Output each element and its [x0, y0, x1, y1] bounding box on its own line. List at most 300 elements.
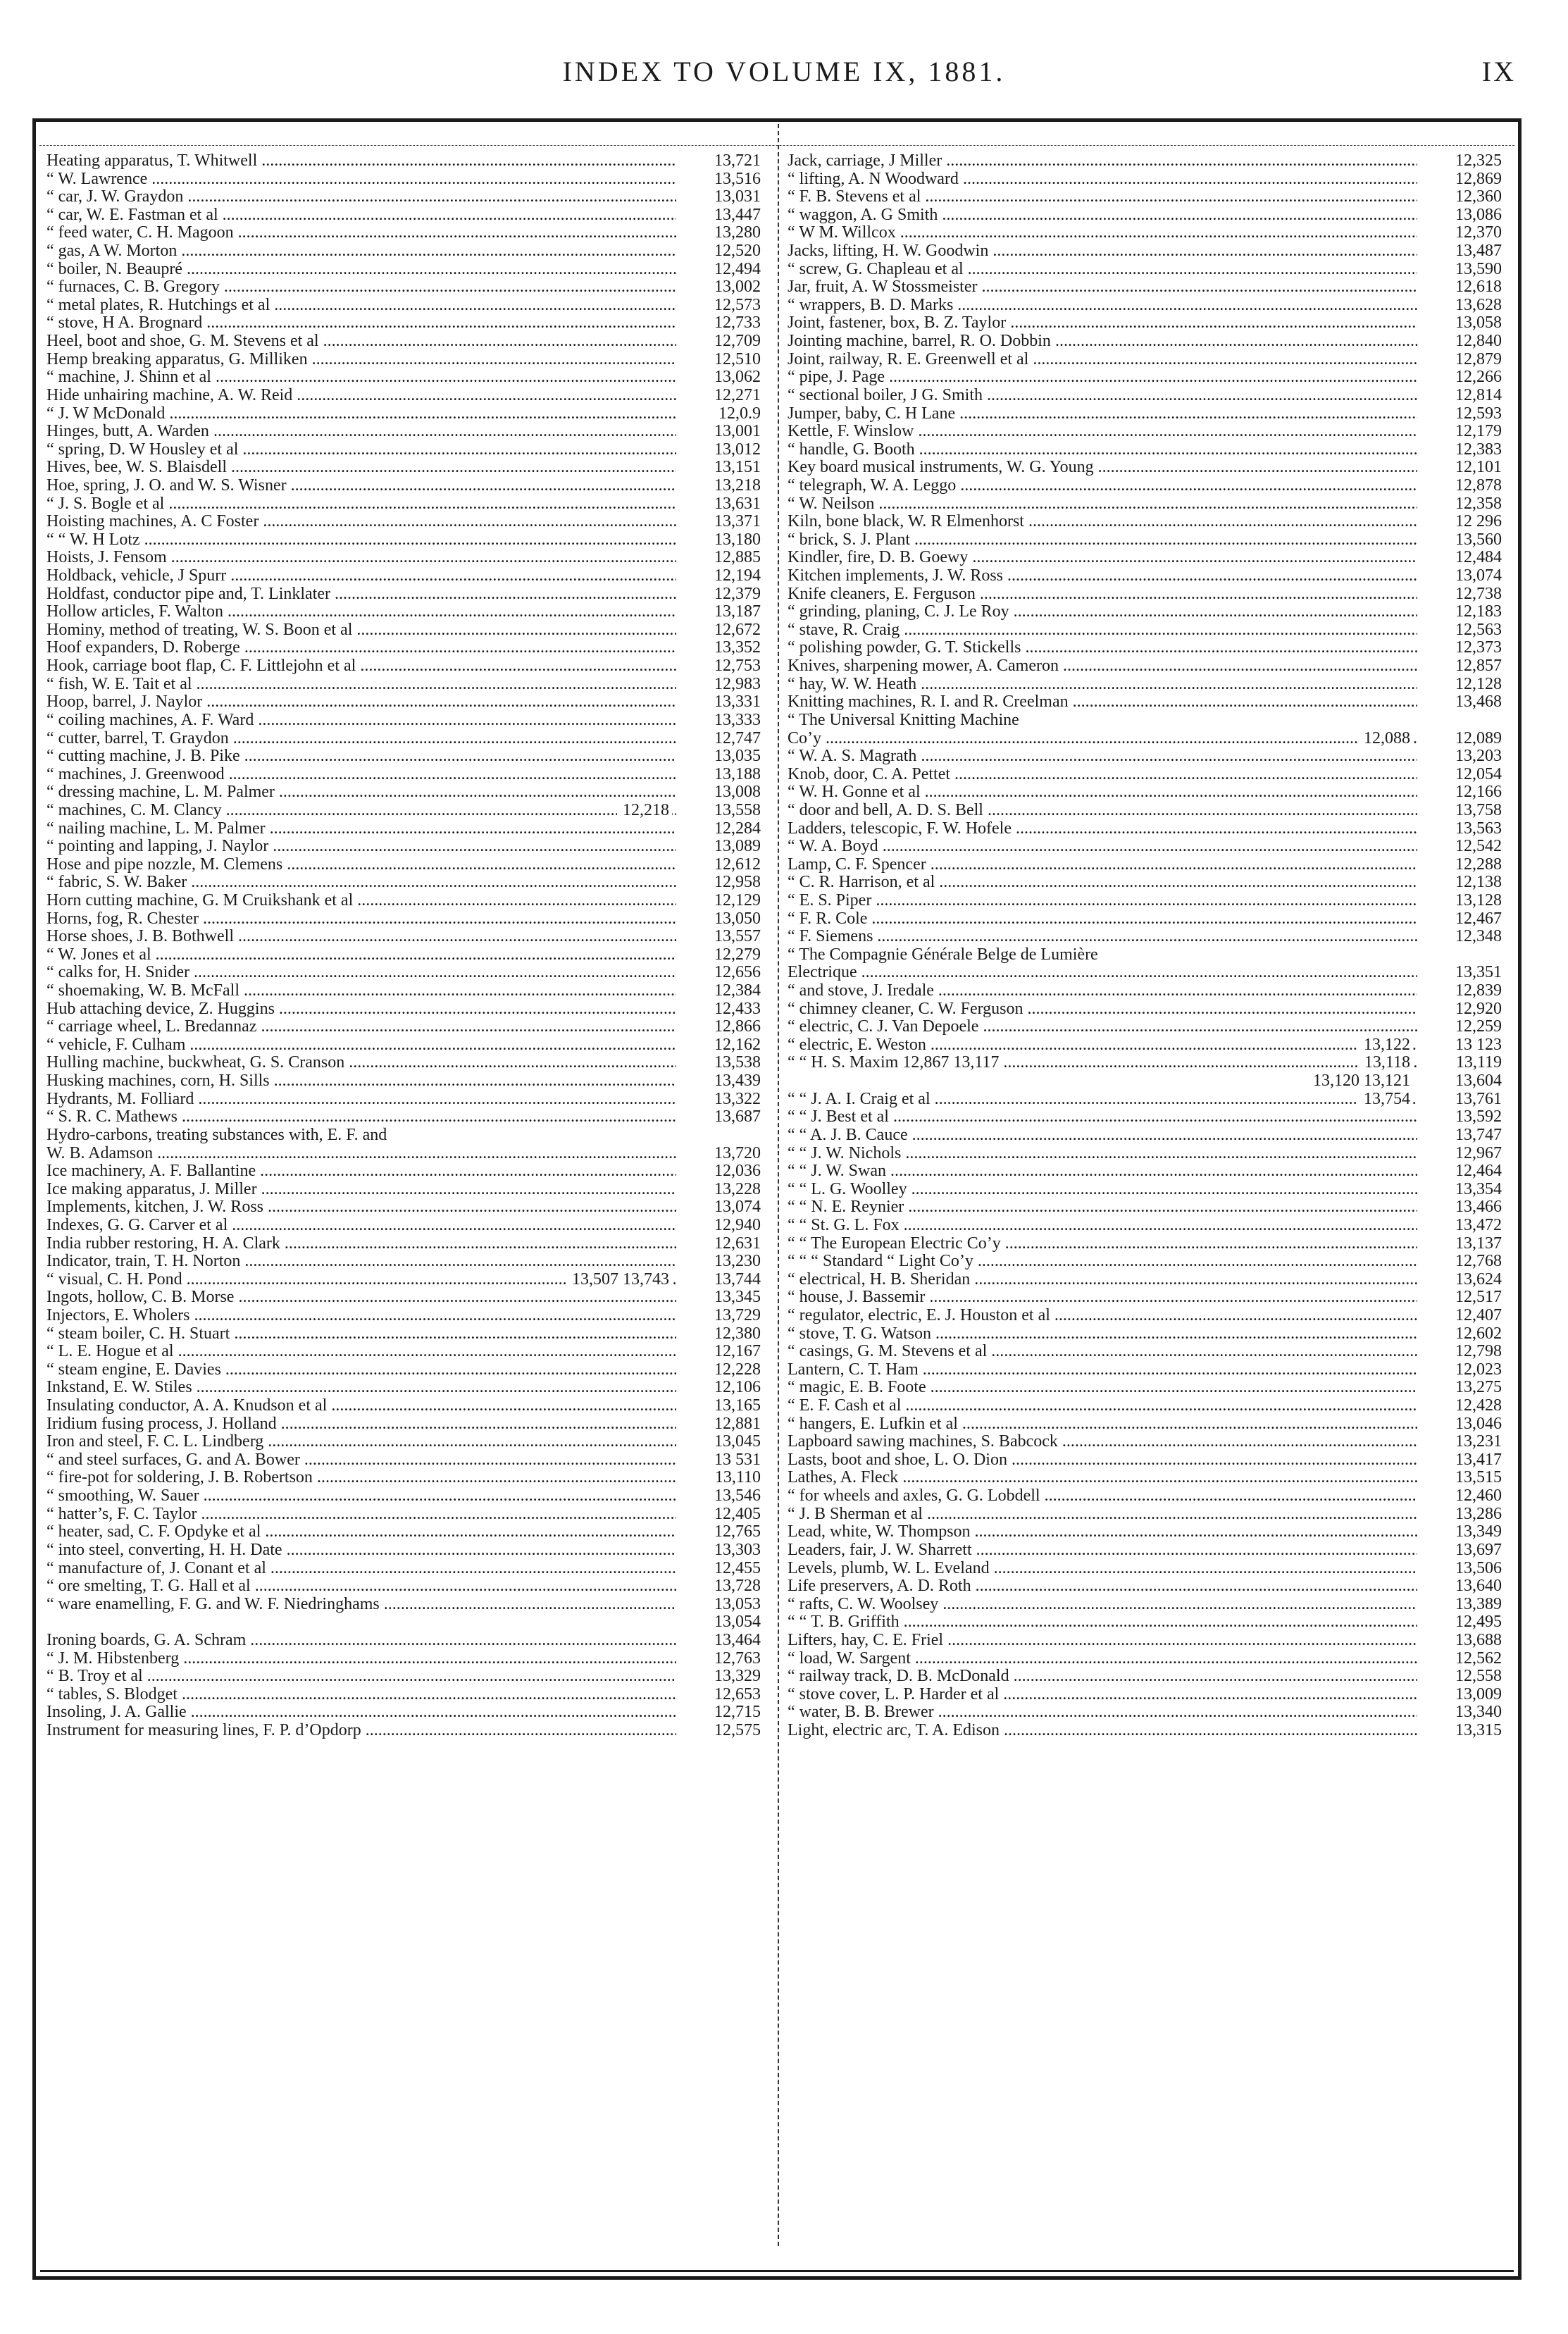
entry-label: “ sectional boiler, J G. Smith .....: [788, 387, 1417, 405]
index-entry: [788, 1650, 1502, 1668]
entry-patent-number: 12,023: [1417, 1361, 1502, 1379]
index-entry: [788, 495, 1502, 514]
entry-patent-number: 12,879: [1417, 351, 1502, 369]
entry-label: “ ware enamelling, F. G. and W. F. Niedringhams .....: [46, 1596, 676, 1614]
index-entry: [46, 1054, 761, 1072]
index-entry: [788, 712, 1502, 730]
entry-patent-number: 12,494: [676, 261, 761, 279]
index-entry: [788, 1325, 1502, 1343]
index-entry: [788, 549, 1502, 567]
entry-label: Key board musical instruments, W. G. Young .....: [788, 459, 1417, 477]
index-entry: [788, 405, 1502, 423]
entry-label: “ load, W. Sargent .....: [788, 1650, 1417, 1668]
index-entry: [788, 441, 1502, 459]
entry-label: Joint, railway, R. E. Greenwell et al .....: [788, 351, 1417, 369]
index-entry: [46, 603, 761, 621]
entry-label: Hydro-carbons, treating substances with, E. F. and: [46, 1126, 387, 1144]
entry-label: “ pipe, J. Page .....: [788, 368, 1417, 387]
entry-label: “ gas, A W. Morton .....: [46, 242, 676, 261]
entry-patent-number: 13,187: [676, 603, 761, 621]
entry-patent-number: 13,303: [676, 1541, 761, 1560]
entry-patent-number: 12,455: [676, 1560, 761, 1578]
index-entry: [46, 1433, 761, 1451]
entry-extra-number: 13,120 13,121: [1307, 1072, 1413, 1091]
index-entry: [46, 278, 761, 297]
entry-patent-number: 12,384: [676, 982, 761, 1000]
index-entry: [788, 892, 1502, 910]
entry-label: “ “ “ Standard “ Light Co’y .....: [788, 1253, 1417, 1271]
entry-label: “ coiling machines, A. F. Ward .....: [46, 712, 676, 730]
entry-patent-number: 13,345: [676, 1289, 761, 1307]
entry-label: “ W. Lawrence .....: [46, 170, 676, 189]
index-entry: [46, 1307, 761, 1325]
entry-label: “ car, J. W. Graydon .....: [46, 188, 676, 206]
entry-label: Implements, kitchen, J. W. Ross .....: [46, 1198, 676, 1217]
index-entry: [46, 1506, 761, 1524]
index-entry: [788, 314, 1502, 333]
entry-label: Hoe, spring, J. O. and W. S. Wisner .....: [46, 477, 676, 495]
entry-patent-number: 12,405: [676, 1506, 761, 1524]
index-entry: [788, 1108, 1502, 1126]
index-entry: [46, 1361, 761, 1379]
index-entry: [788, 766, 1502, 784]
index-entry: [788, 188, 1502, 206]
entry-label: Lathes, A. Fleck .....: [788, 1469, 1417, 1487]
entry-label: “ cutting machine, J. B. Pike .....: [46, 747, 676, 766]
index-entry: [788, 1054, 1502, 1072]
index-entry: [46, 1145, 761, 1163]
entry-label: “ nailing machine, L. M. Palmer .....: [46, 820, 676, 838]
entry-label: Knives, sharpening mower, A. Cameron .....: [788, 657, 1417, 676]
index-entry: [46, 459, 761, 477]
index-entry: [46, 477, 761, 495]
entry-patent-number: 12,383: [1417, 441, 1502, 459]
entry-patent-number: 12,428: [1417, 1397, 1502, 1415]
index-entry: [788, 1198, 1502, 1217]
entry-patent-number: 13,228: [676, 1181, 761, 1199]
entry-patent-number: 13,128: [1417, 892, 1502, 910]
entry-label: “ W. Neilson .....: [788, 495, 1417, 514]
entry-label: Hollow articles, F. Walton .....: [46, 603, 676, 621]
entry-patent-number: 13,340: [1417, 1703, 1502, 1722]
entry-label: Lapboard sawing machines, S. Babcock .....: [788, 1433, 1417, 1451]
index-entry: [46, 333, 761, 351]
entry-label: Kindler, fire, D. B. Goewy .....: [788, 549, 1417, 567]
entry-patent-number: 13,466: [1417, 1198, 1502, 1217]
entry-extra-number: 12,218: [617, 802, 672, 820]
entry-patent-number: 13,747: [1417, 1126, 1502, 1145]
index-entry: [46, 513, 761, 531]
entry-label: “ casings, G. M. Stevens et al .....: [788, 1343, 1417, 1361]
index-entry: [788, 351, 1502, 369]
entry-patent-number: 13,137: [1417, 1235, 1502, 1253]
entry-label: “ telegraph, W. A. Leggo .....: [788, 477, 1417, 495]
entry-patent-number: 12,101: [1417, 459, 1502, 477]
entry-label: Co’y .....: [788, 730, 1417, 748]
entry-label: “ W M. Willcox .....: [788, 224, 1417, 242]
index-entry: [46, 297, 761, 315]
index-entry: [46, 1000, 761, 1019]
entry-patent-number: 12,183: [1417, 603, 1502, 621]
index-entry: [46, 1632, 761, 1650]
entry-patent-number: 12,869: [1417, 170, 1502, 189]
index-entry: [46, 1397, 761, 1415]
entry-patent-number: 13,329: [676, 1668, 761, 1686]
entry-patent-number: 12,517: [1417, 1289, 1502, 1307]
index-entry: [788, 278, 1502, 297]
index-entry: [788, 1361, 1502, 1379]
index-entry: [788, 946, 1502, 964]
entry-patent-number: 12,036: [676, 1162, 761, 1181]
index-entry: [788, 730, 1502, 748]
entry-label: Iridium fusing process, J. Holland .....: [46, 1415, 676, 1434]
running-title: INDEX TO VOLUME IX, 1881.: [562, 56, 1006, 87]
entry-patent-number: 12,360: [1417, 188, 1502, 206]
entry-label: “ water, B. B. Brewer .....: [788, 1703, 1417, 1722]
index-entry: [46, 693, 761, 712]
entry-label: “ W. Jones et al .....: [46, 946, 676, 964]
entry-patent-number: 13,557: [676, 928, 761, 946]
entry-label: “ rafts, C. W. Woolsey .....: [788, 1596, 1417, 1614]
entry-extra-number: 13,122: [1358, 1036, 1413, 1055]
entry-label: “ pointing and lapping, J. Naylor .....: [46, 838, 676, 856]
index-entry: [46, 495, 761, 514]
entry-patent-number: 12,271: [676, 387, 761, 405]
entry-patent-number: 12,464: [1417, 1162, 1502, 1181]
entry-patent-number: 13,389: [1417, 1596, 1502, 1614]
index-entry: [788, 1397, 1502, 1415]
entry-patent-number: 12,106: [676, 1379, 761, 1397]
entry-label: “ “ W. H Lotz .....: [46, 531, 676, 550]
index-entry: [788, 333, 1502, 351]
entry-patent-number: 12 296: [1417, 513, 1502, 531]
index-entry: [788, 928, 1502, 946]
entry-label: Hinges, butt, A. Warden .....: [46, 423, 676, 441]
entry-patent-number: 12,542: [1417, 838, 1502, 856]
entry-patent-number: 13,315: [1417, 1722, 1502, 1740]
entry-patent-number: 12,763: [676, 1650, 761, 1668]
index-entry: [46, 531, 761, 550]
index-entry: [46, 1018, 761, 1036]
entry-patent-number: 13,516: [676, 170, 761, 189]
entry-label: Hoof expanders, D. Roberge .....: [46, 639, 676, 657]
entry-patent-number: 13,031: [676, 188, 761, 206]
entry-patent-number: 13,721: [676, 152, 761, 170]
entry-label: Lantern, C. T. Ham .....: [788, 1361, 1417, 1379]
entry-label: “ F. R. Cole .....: [788, 910, 1417, 929]
entry-patent-number: 12,495: [1417, 1613, 1502, 1632]
index-entry: [46, 206, 761, 225]
index-entry: [46, 1577, 761, 1596]
entry-patent-number: 12,940: [676, 1217, 761, 1235]
entry-label: “ J. S. Bogle et al .....: [46, 495, 676, 514]
entry-patent-number: 13,729: [676, 1307, 761, 1325]
entry-patent-number: 12,878: [1417, 477, 1502, 495]
entry-patent-number: 12,747: [676, 730, 761, 748]
index-entry: [46, 314, 761, 333]
entry-patent-number: 13,074: [676, 1198, 761, 1217]
entry-label: “ grinding, planing, C. J. Le Roy .....: [788, 603, 1417, 621]
index-entry: [46, 802, 761, 820]
entry-patent-number: 13,151: [676, 459, 761, 477]
index-entry: [788, 531, 1502, 550]
entry-label: “ steam engine, E. Davies .....: [46, 1361, 676, 1379]
entry-patent-number: 13,688: [1417, 1632, 1502, 1650]
entry-patent-number: 12,885: [676, 549, 761, 567]
entry-label: “ J. M. Hibstenberg .....: [46, 1650, 676, 1668]
entry-patent-number: 12,407: [1417, 1307, 1502, 1325]
entry-patent-number: 12,709: [676, 333, 761, 351]
index-entry: [788, 856, 1502, 874]
index-entry: [46, 1235, 761, 1253]
entry-patent-number: 12,715: [676, 1703, 761, 1722]
index-entry: [788, 1072, 1502, 1091]
index-entry: [788, 1451, 1502, 1470]
entry-label: “ manufacture of, J. Conant et al .....: [46, 1560, 676, 1578]
entry-label: Jacks, lifting, H. W. Goodwin .....: [788, 242, 1417, 261]
index-entry: [788, 1018, 1502, 1036]
entry-patent-number: 12,054: [1417, 766, 1502, 784]
entry-patent-number: 12,738: [1417, 585, 1502, 604]
entry-label: “ “ J. W. Swan .....: [788, 1162, 1417, 1181]
index-entry: [46, 368, 761, 387]
entry-label: Jointing machine, barrel, R. O. Dobbin .....: [788, 333, 1417, 351]
entry-patent-number: 13,560: [1417, 531, 1502, 550]
entry-label: “ E. F. Cash et al .....: [788, 1397, 1417, 1415]
entry-patent-number: 12,840: [1417, 333, 1502, 351]
entry-label: Husking machines, corn, H. Sills .....: [46, 1072, 676, 1091]
entry-patent-number: 13,165: [676, 1397, 761, 1415]
entry-label: “ handle, G. Booth .....: [788, 441, 1417, 459]
entry-label: Holdfast, conductor pipe and, T. Linklater .....: [46, 585, 676, 604]
entry-patent-number: 12,166: [1417, 783, 1502, 802]
index-entry: [46, 982, 761, 1000]
index-entry: [46, 1271, 761, 1289]
entry-label: Heel, boot and shoe, G. M. Stevens et al .....: [46, 333, 676, 351]
entry-label: India rubber restoring, H. A. Clark .....: [46, 1235, 676, 1253]
entry-patent-number: 13,333: [676, 712, 761, 730]
index-entry: [46, 657, 761, 676]
entry-label: Lead, white, W. Thompson .....: [788, 1523, 1417, 1541]
entry-label: “ B. Troy et al .....: [46, 1668, 676, 1686]
index-entry: [46, 1523, 761, 1541]
entry-label: Levels, plumb, W. L. Eveland .....: [788, 1560, 1417, 1578]
entry-patent-number: 13,086: [1417, 206, 1502, 225]
entry-patent-number: 12,618: [1417, 278, 1502, 297]
entry-patent-number: 12,593: [1417, 405, 1502, 423]
entry-patent-number: 13,275: [1417, 1379, 1502, 1397]
entry-patent-number: 12,520: [676, 242, 761, 261]
entry-patent-number: 12,839: [1417, 982, 1502, 1000]
entry-patent-number: 13,074: [1417, 567, 1502, 585]
entry-label: “ screw, G. Chapleau et al .....: [788, 261, 1417, 279]
index-entry: [46, 892, 761, 910]
entry-patent-number: 12,573: [676, 297, 761, 315]
entry-patent-number: 13,230: [676, 1253, 761, 1271]
entry-patent-number: 13,001: [676, 423, 761, 441]
entry-label: “ “ The European Electric Co’y .....: [788, 1235, 1417, 1253]
entry-label: “ The Universal Knitting Machine: [788, 711, 1019, 729]
index-entry: [788, 242, 1502, 261]
entry-patent-number: 12,380: [676, 1325, 761, 1343]
entry-patent-number: 12,814: [1417, 387, 1502, 405]
index-entry: [46, 1091, 761, 1109]
index-entry: [46, 783, 761, 802]
entry-patent-number: 13,758: [1417, 802, 1502, 820]
entry-label: Horns, fog, R. Chester .....: [46, 910, 676, 929]
entry-label: “ boiler, N. Beaupré .....: [46, 261, 676, 279]
index-entry: [788, 1686, 1502, 1704]
entry-patent-number: 12,279: [676, 946, 761, 964]
entry-label: Hulling machine, buckwheat, G. S. Cranson .....: [46, 1054, 676, 1072]
index-entry: [46, 261, 761, 279]
entry-patent-number: 13,687: [676, 1108, 761, 1126]
entry-label: “ carriage wheel, L. Bredannaz .....: [46, 1018, 676, 1036]
entry-label: Horn cutting machine, G. M Cruikshank et al .....: [46, 892, 676, 910]
entry-patent-number: 12,129: [676, 892, 761, 910]
index-entry: [788, 1217, 1502, 1235]
entry-patent-number: 13,009: [1417, 1686, 1502, 1704]
entry-label: “ stove, T. G. Watson .....: [788, 1325, 1417, 1343]
entry-label: Inkstand, E. W. Stiles .....: [46, 1379, 676, 1397]
entry-patent-number: 13,538: [676, 1054, 761, 1072]
index-entry: [788, 1415, 1502, 1434]
index-entry: [46, 1181, 761, 1199]
entry-label: Knitting machines, R. I. and R. Creelman .....: [788, 693, 1417, 712]
index-entry: [788, 1596, 1502, 1614]
index-entry: [46, 585, 761, 604]
entry-label: Ice machinery, A. F. Ballantine .....: [46, 1162, 676, 1181]
entry-patent-number: 12,284: [676, 820, 761, 838]
entry-patent-number: 13,050: [676, 910, 761, 929]
index-entry: [788, 1469, 1502, 1487]
entry-label: “ cutter, barrel, T. Graydon .....: [46, 730, 676, 748]
entry-label: Lifters, hay, C. E. Friel .....: [788, 1632, 1417, 1650]
entry-patent-number: 13,506: [1417, 1560, 1502, 1578]
entry-patent-number: 13,720: [676, 1145, 761, 1163]
index-entry: [46, 1108, 761, 1126]
entry-patent-number: 13,035: [676, 747, 761, 766]
entry-patent-number: 13,761: [1417, 1091, 1502, 1109]
entry-patent-number: 13,231: [1417, 1433, 1502, 1451]
index-entry: [788, 982, 1502, 1000]
index-entry: [788, 693, 1502, 712]
index-entry: [46, 1036, 761, 1055]
index-entry: [788, 1036, 1502, 1055]
index-entry: [46, 730, 761, 748]
entry-label: Insulating conductor, A. A. Knudson et al .....: [46, 1397, 676, 1415]
index-entry: [788, 1668, 1502, 1686]
entry-label: Indicator, train, T. H. Norton .....: [46, 1253, 676, 1271]
entry-patent-number: 12,167: [676, 1343, 761, 1361]
index-entry: [788, 1181, 1502, 1199]
index-entry: [788, 423, 1502, 441]
entry-label: Leaders, fair, J. W. Sharrett .....: [788, 1541, 1417, 1560]
entry-label: “ chimney cleaner, C. W. Ferguson .....: [788, 1000, 1417, 1019]
entry-patent-number: 13,218: [676, 477, 761, 495]
entry-label: “ metal plates, R. Hutchings et al .....: [46, 297, 676, 315]
index-entry: [788, 513, 1502, 531]
entry-patent-number: 12,379: [676, 585, 761, 604]
entry-label: “ “ J. W. Nichols .....: [788, 1145, 1417, 1163]
entry-patent-number: 13,417: [1417, 1451, 1502, 1470]
entry-patent-number: 13,089: [676, 838, 761, 856]
entry-label: “ steam boiler, C. H. Stuart .....: [46, 1325, 676, 1343]
entry-label: Lasts, boot and shoe, L. O. Dion .....: [788, 1451, 1417, 1470]
entry-label: “ stove cover, L. P. Harder et al .....: [788, 1686, 1417, 1704]
entry-patent-number: 13,546: [676, 1487, 761, 1506]
entry-label: “ tables, S. Blodget .....: [46, 1686, 676, 1704]
entry-patent-number: 12,768: [1417, 1253, 1502, 1271]
entry-label: Joint, fastener, box, B. Z. Taylor .....: [788, 314, 1417, 333]
index-entry: [788, 1523, 1502, 1541]
index-entry: [788, 964, 1502, 982]
entry-patent-number: 12,089: [1417, 730, 1502, 748]
index-entry: [46, 1650, 761, 1668]
entry-label: “ vehicle, F. Culham .....: [46, 1036, 676, 1055]
index-entry: [46, 188, 761, 206]
entry-patent-number: 13,464: [676, 1632, 761, 1650]
index-entry: [46, 351, 761, 369]
entry-patent-number: 12,562: [1417, 1650, 1502, 1668]
entry-patent-number: 13,472: [1417, 1217, 1502, 1235]
index-entry: [46, 224, 761, 242]
index-entry: [788, 477, 1502, 495]
entry-label: Instrument for measuring lines, F. P. d’Opdorp .....: [46, 1722, 676, 1740]
index-entry: [46, 964, 761, 982]
entry-label: Light, electric arc, T. A. Edison .....: [788, 1722, 1417, 1740]
entry-patent-number: 13,604: [1455, 1072, 1502, 1091]
index-entry: [788, 1487, 1502, 1506]
entry-patent-number: 12,733: [676, 314, 761, 333]
index-entry: [46, 1379, 761, 1397]
entry-patent-number: 12,228: [676, 1361, 761, 1379]
entry-patent-number: 12,162: [676, 1036, 761, 1055]
entry-patent-number: 12,510: [676, 351, 761, 369]
entry-label: Jack, carriage, J Miller .....: [788, 152, 1417, 170]
entry-label: “ fabric, S. W. Baker .....: [46, 874, 676, 892]
entry-patent-number: 12,983: [676, 676, 761, 694]
entry-label: “ S. R. C. Mathews .....: [46, 1108, 676, 1126]
entry-patent-number: 13,012: [676, 441, 761, 459]
entry-label: “ dressing machine, L. M. Palmer .....: [46, 783, 676, 802]
index-entry: [46, 1613, 761, 1632]
entry-label: “ feed water, C. H. Magoon .....: [46, 224, 676, 242]
index-entry: [788, 368, 1502, 387]
entry-label: Ice making apparatus, J. Miller .....: [46, 1181, 676, 1199]
entry-patent-number: 13,351: [1417, 964, 1502, 982]
entry-label: “ stave, R. Craig .....: [788, 621, 1417, 640]
index-entry: [46, 242, 761, 261]
entry-label: Insoling, J. A. Gallie .....: [46, 1703, 676, 1722]
index-entry: [46, 1487, 761, 1506]
index-entry: [788, 387, 1502, 405]
entry-label: Hoop, barrel, J. Naylor .....: [46, 693, 676, 712]
index-entry: [46, 1162, 761, 1181]
entry-patent-number: 13,558: [676, 802, 761, 820]
entry-label: “ smoothing, W. Sauer .....: [46, 1487, 676, 1506]
entry-label: “ “ J. Best et al .....: [788, 1108, 1417, 1126]
entry-label: “ magic, E. B. Foote .....: [788, 1379, 1417, 1397]
entry-patent-number: 13,439: [676, 1072, 761, 1091]
entry-label: “ for wheels and axles, G. G. Lobdell .....: [788, 1487, 1417, 1506]
index-entry: [788, 910, 1502, 929]
index-entry: [46, 1343, 761, 1361]
entry-extra-number: 12,088: [1358, 730, 1413, 748]
entry-label: Life preservers, A. D. Roth .....: [788, 1577, 1417, 1596]
entry-label: Jumper, baby, C. H Lane .....: [788, 405, 1417, 423]
entry-patent-number: 12,348: [1417, 928, 1502, 946]
